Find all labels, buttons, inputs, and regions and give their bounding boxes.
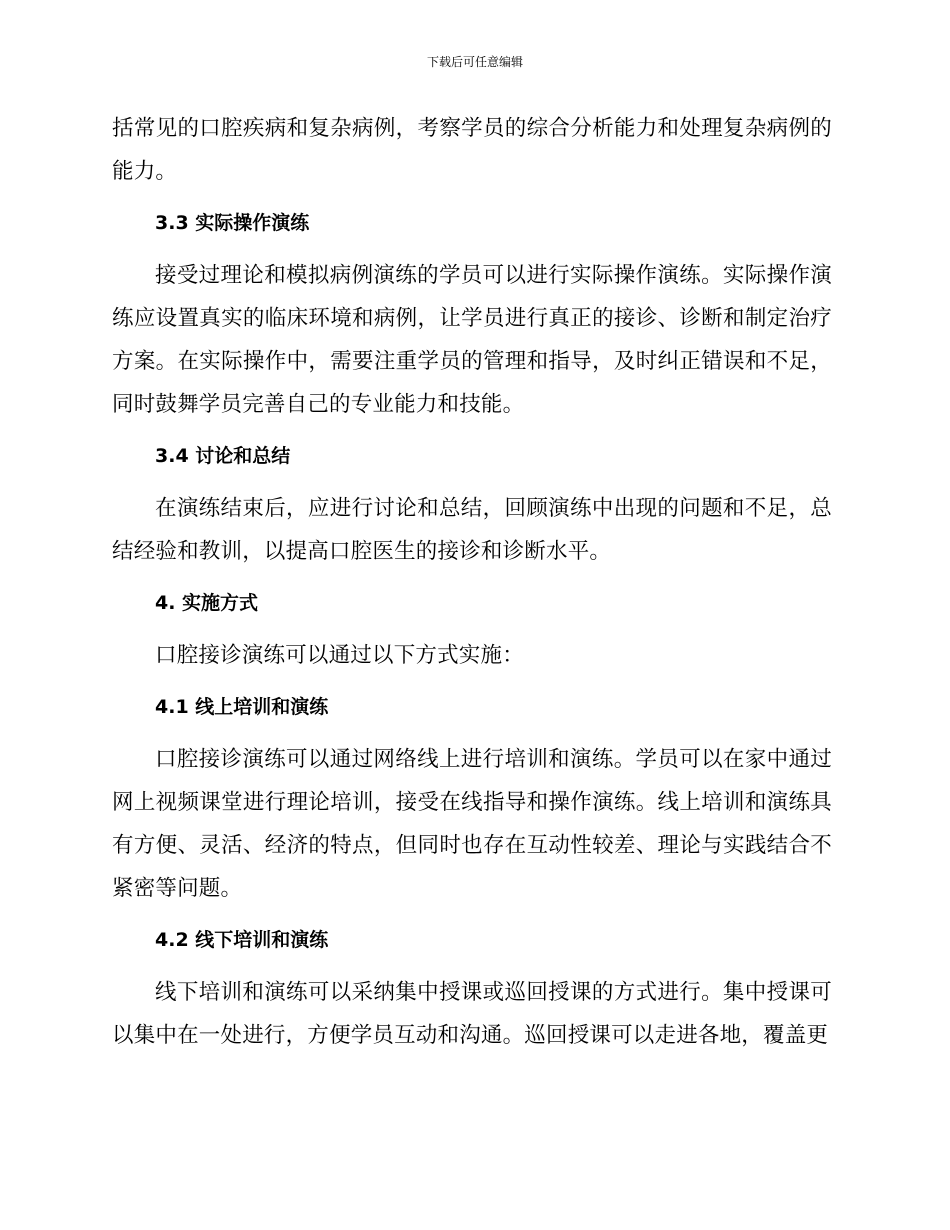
paragraph-practical-drill: 接受过理论和模拟病例演练的学员可以进行实际操作演练。实际操作演练应设置真实的临床环境和病例，让学员进行真正的接诊、诊断和制定治疗方案。在实际操作中，需要注重学员的管理和指导，及时纠正错误和不足，同时鼓舞学员完善自己的专业能力和技能。 bbox=[112, 263, 832, 417]
heading-4-1: 4.1 线上培训和演练 bbox=[155, 696, 329, 718]
paragraph-discussion-summary: 在演练结束后，应进行讨论和总结，回顾演练中出现的问题和不足，总结经验和教训，以提高口腔医生的接诊和诊断水平。 bbox=[112, 496, 832, 564]
paragraph-online-training: 口腔接诊演练可以通过网络线上进行培训和演练。学员可以在家中通过网上视频课堂进行理论培训，接受在线指导和操作演练。线上培训和演练具有方便、灵活、经济的特点，但同时也存在互动性较差、理论与实践结合不紧密等问题。 bbox=[112, 747, 832, 901]
document-body bbox=[112, 107, 832, 1066]
heading-4: 4. 实施方式 bbox=[155, 592, 259, 614]
page-header: 下载后可任意编辑 bbox=[426, 55, 523, 69]
paragraph-continuation: 括常见的口腔疾病和复杂病例，考察学员的综合分析能力和处理复杂病例的能力。 bbox=[112, 116, 832, 184]
paragraph-offline-training: 线下培训和演练可以采纳集中授课或巡回授课的方式进行。集中授课可以集中在一处进行，方便学员互动和沟通。巡回授课可以走进各地，覆盖更 bbox=[112, 980, 832, 1048]
heading-4-2: 4.2 线下培训和演练 bbox=[155, 929, 329, 951]
paragraph-implementation-intro: 口腔接诊演练可以通过以下方式实施： bbox=[155, 643, 524, 668]
heading-3-3: 3.3 实际操作演练 bbox=[155, 212, 310, 234]
heading-3-4: 3.4 讨论和总结 bbox=[155, 445, 291, 467]
